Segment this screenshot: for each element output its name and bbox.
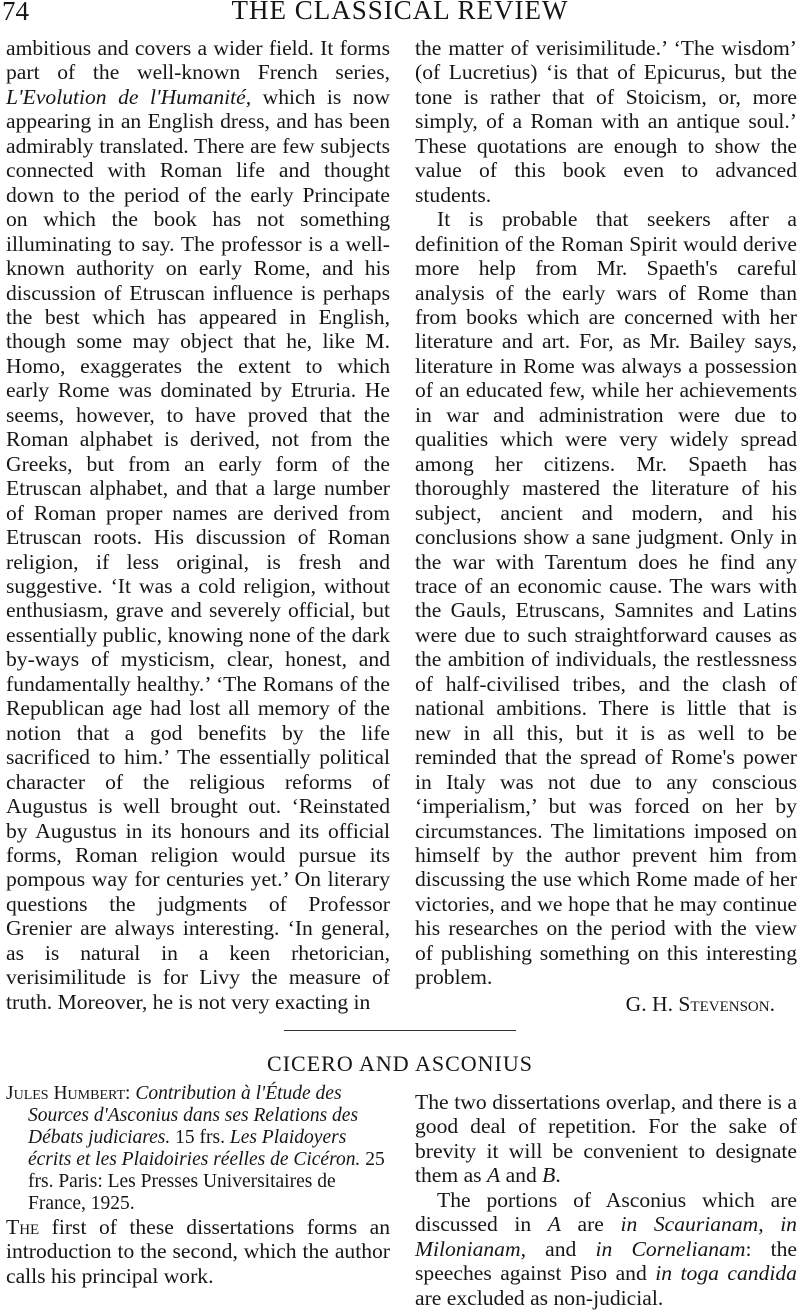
review-paragraph: The portions of Asconius which are discussed in A are in Scaurianam, in Milonianam, and in Cornelianam: the speeches against Piso and in toga candida are excluded as non-judicial.	[415, 1187, 797, 1310]
left-column	[6, 36, 390, 1014]
review-paragraph: It is probable that seekers after a definition of the Roman Spirit would derive more help from Mr. Spaeth's careful analysis of the early wars of Rome than from books which are concerned with her literature and art. For, as Mr. Bailey says, literature in Rome was always a possession of an educated few, while her achievements in war and administration were due to qualities which were very widely spread among her citizens. Mr. Spaeth has thoroughly mastered the literature of his subject, ancient and modern, and his conclusions show a sane judgment. Only in the war with Tarentum does he find any trace of an economic cause. The wars with the Gauls, Etruscans, Samnites and Latins were due to such straightforward causes as the ambition of individuals, the restlessness of half-civilised tribes, and the clash of national ambitions. There is little that is new in all this, but it is as well to be reminded that the spread of Rome's power in Italy was not due to any conscious ‘imperialism,’ but was forced on her by circumstances. The limitations imposed on himself by the author prevent him from discussing the use which Rome made of her victories, and we hope that he may continue his researches on the period with the view of publishing something on this interesting problem.	[415, 207, 797, 990]
page-header	[0, 0, 800, 32]
series-title: L'Evolution de l'Humanité,	[6, 84, 252, 109]
biblio-work: Contribution à l'Étude des Sources d'Asconius dans ses Relations des Débats judiciares.	[28, 1083, 359, 1148]
journal-title: THE CLASSICAL REVIEW	[231, 0, 569, 25]
page-number: 74	[2, 0, 29, 26]
review-paragraph: ambitious and covers a wider field. It forms part of the well-known French series, L'Evolution de l'Humanité, which is now appearing in an English dress, and has been admirably translated. There are few subjects connected with Roman life and thought down to the period of the early Principate on which the book has not something illuminating to say. The professor is a well-known authority on early Rome, and his discussion of Etruscan influence is perhaps the best which has appeared in English, though some may object that he, like M. Homo, exaggerates the extent to which early Rome was dominated by Etruria. He seems, however, to have proved that the Roman alphabet is derived, not from the Greeks, but from an early form of the Etruscan alphabet, and that a large number of Roman proper names are derived from Etruscan roots. His discussion of Roman religion, if less original, is fresh and suggestive. ‘It was a cold religion, without enthusiasm, grave and severely official, but essentially public, knowing none of the dark by-ways of mysticism, clear, honest, and fundamentally healthy.’ ‘The Romans of the Republican age had lost all memory of the notion that a god benefits by the life sacrificed to him.’ The essentially political character of the religious reforms of Augustus is well brought out. ‘Reinstated by Augustus in its honours and its official forms, Roman religion would pursue its pompous way for centuries yet.’ On literary questions the judgments of Professor Grenier are always interesting. ‘In general, as is natural in a keen rhetorician, verisimilitude is for Livy the measure of truth. Moreover, he is not very exacting in	[6, 36, 390, 1014]
section-title: CICERO AND ASCONIUS	[267, 1051, 533, 1076]
review-paragraph: The two dissertations overlap, and there is a good deal of repetition. For the sake of brevity it will be convenient to designate them as A and B.	[415, 1090, 797, 1188]
bibliographic-entry: Jules Humbert: Contribution à l'Étude des Sources d'Asconius dans ses Relations des Débats judiciares. 15 frs. Les Plaidoyers écrits et les Plaidoiries réelles de Cicéron. 25 frs. Paris: Les Presses Universitaires de France, 1925.	[6, 1083, 385, 1214]
right-column	[415, 36, 797, 1016]
right-column-section2	[415, 1090, 797, 1310]
biblio-author: Jules Humbert	[6, 1083, 126, 1104]
biblio-work: Les Plaidoyers écrits et les Plaidoiries réelles de Cicéron.	[28, 1127, 361, 1170]
review-paragraph: The first of these dissertations forms an introduction to the second, which the author calls his principal work.	[6, 1215, 390, 1288]
review-paragraph: the matter of verisimilitude.’ ‘The wisdom’ (of Lucretius) ‘is that of Epicurus, but the tone is rather that of Stoicism, or, more simply, of a Roman with an antique soul.’ These quotations are enough to show the value of this book even to advanced students.	[415, 36, 797, 207]
section-divider	[284, 1030, 516, 1031]
reviewer-signature: G. H. Stevenson.	[625, 991, 775, 1016]
left-column-section2	[6, 1083, 390, 1288]
